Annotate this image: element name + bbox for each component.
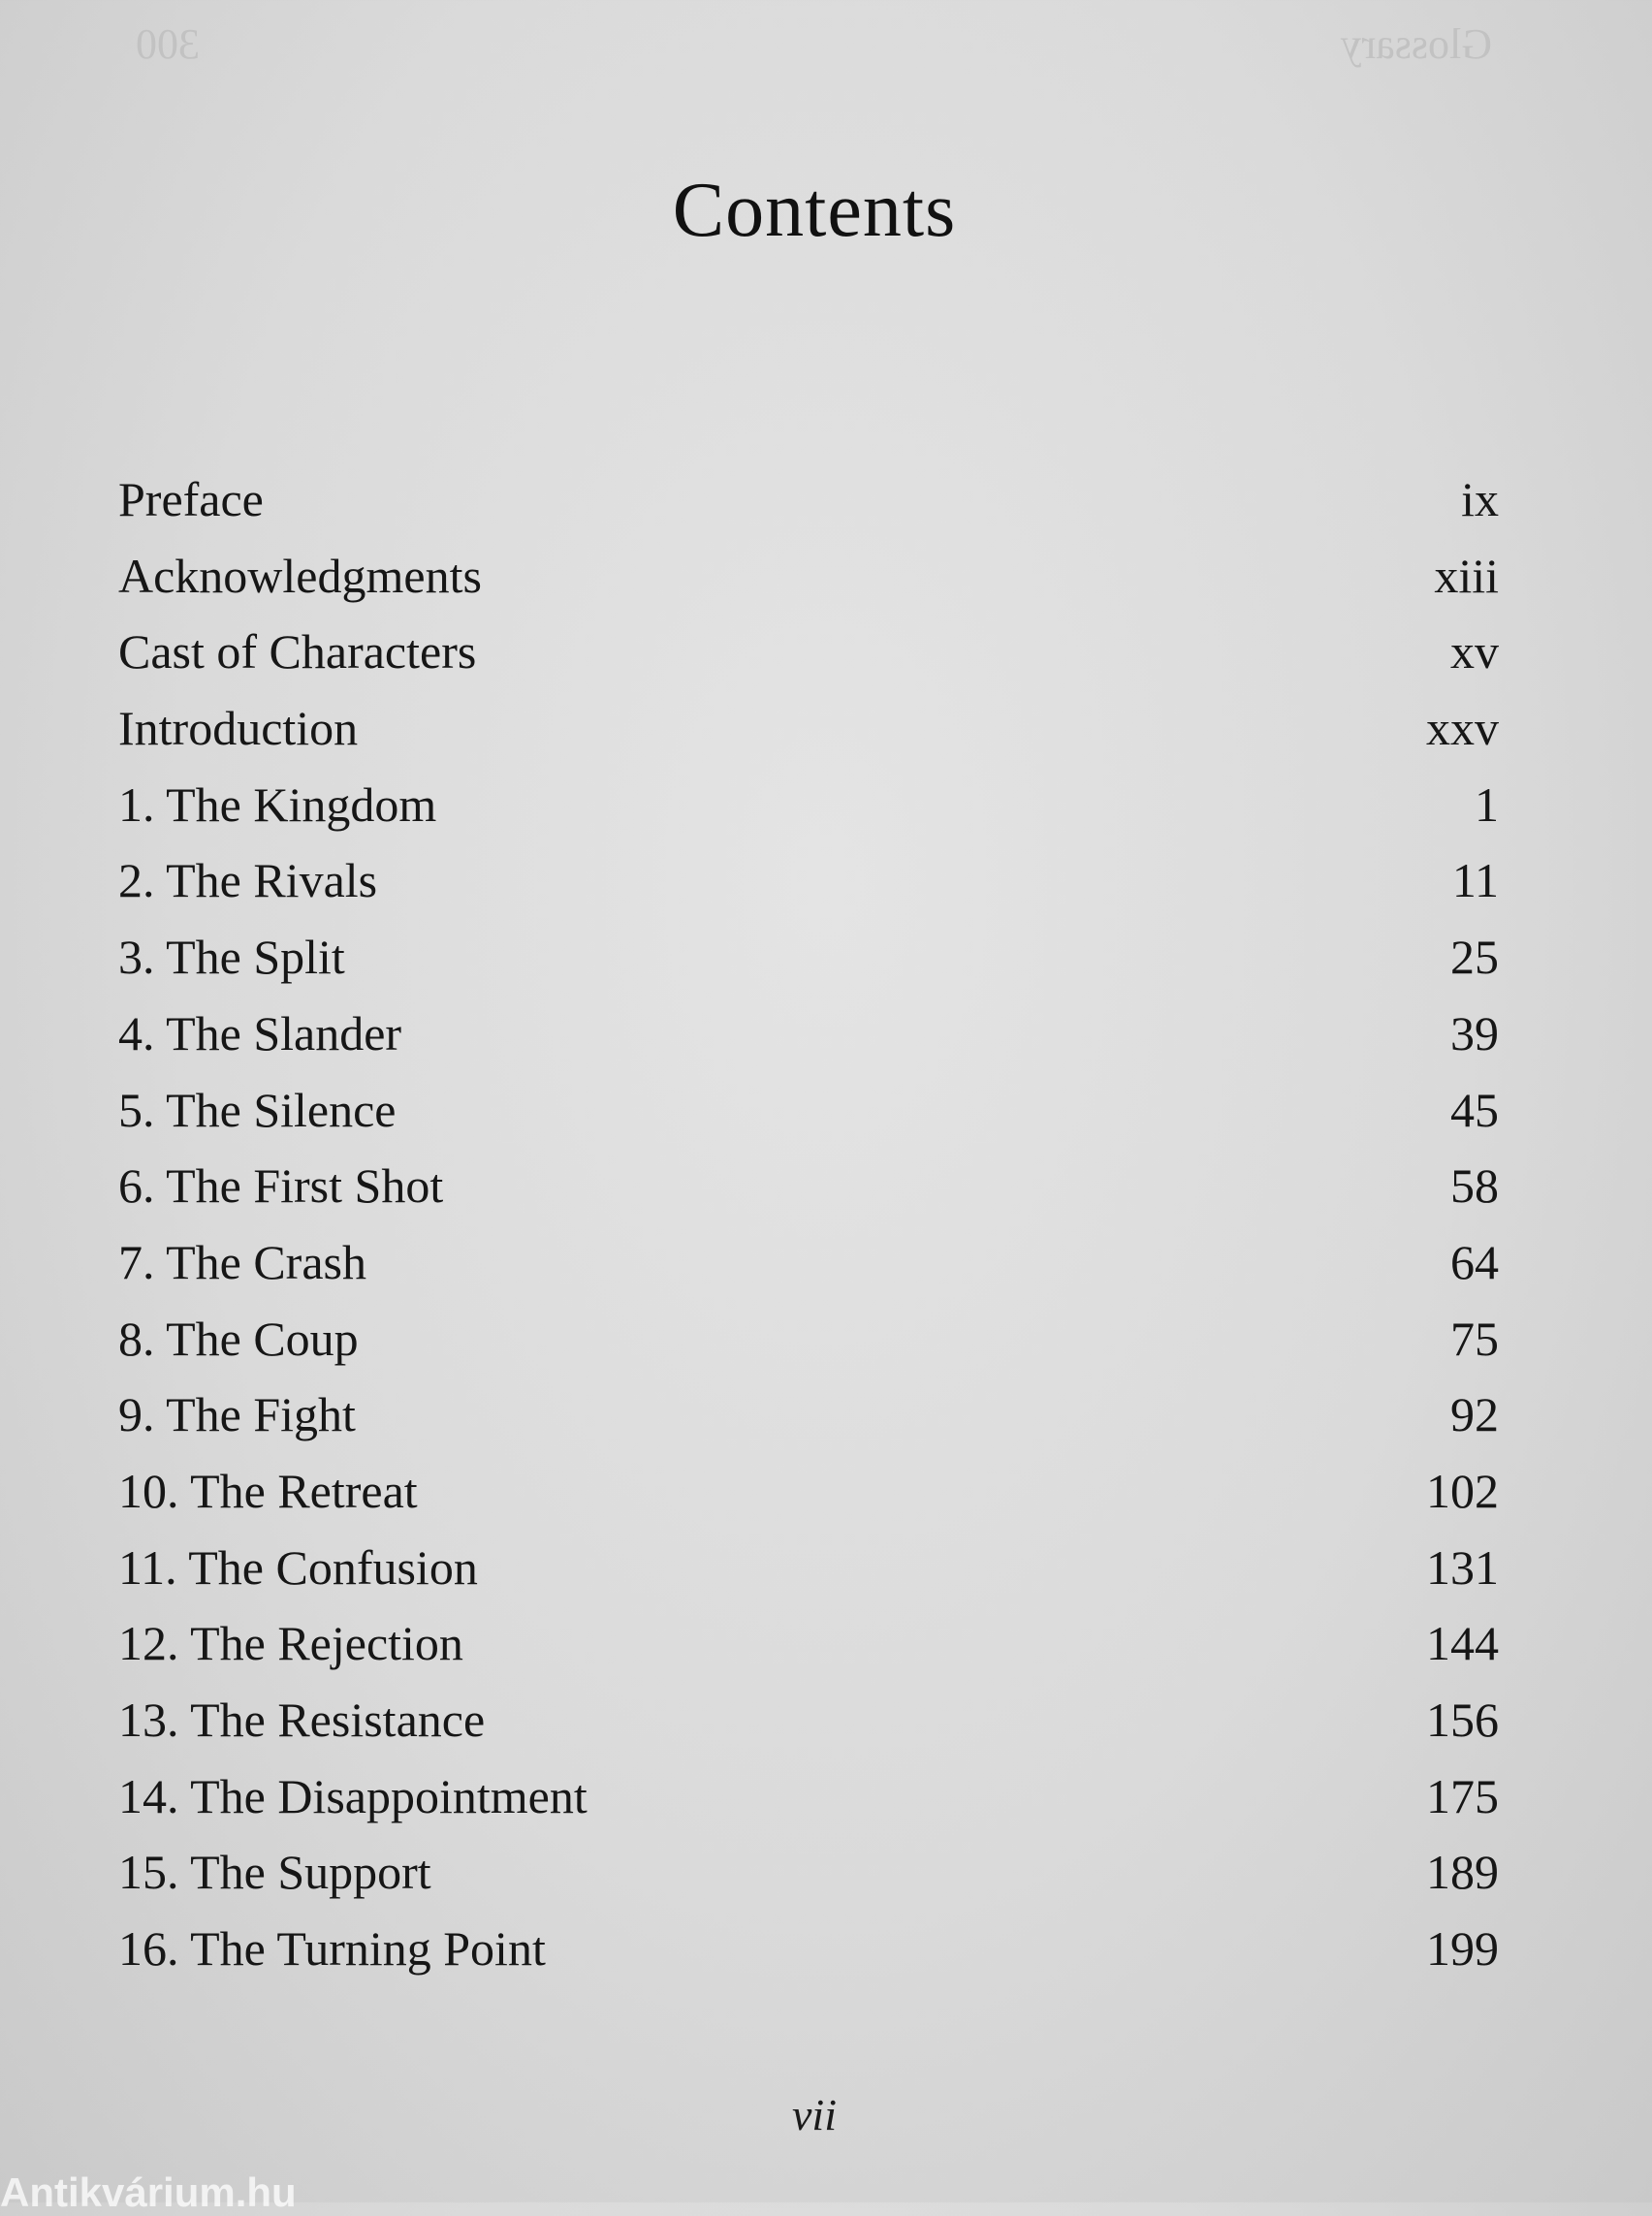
entry-title: 6. The First Shot	[118, 1158, 444, 1214]
entry-title: Introduction	[118, 701, 359, 756]
entry-page-number: 1	[1475, 776, 1499, 832]
entry-page-number: 64	[1450, 1234, 1499, 1289]
entry-title: 3. The Split	[118, 930, 345, 985]
entry-page-number: 75	[1450, 1311, 1499, 1366]
entry-page-number: 92	[1450, 1387, 1499, 1442]
toc-entry-chapter-13	[118, 1692, 1499, 1768]
entry-title: 10. The Retreat	[118, 1463, 418, 1518]
entry-title: 5. The Silence	[118, 1082, 397, 1137]
entry-title: 16. The Turning Point	[118, 1921, 546, 1977]
toc-entry-chapter-2	[118, 852, 1499, 929]
entry-title: 9. The Fight	[118, 1387, 356, 1442]
toc-entry-chapter-11	[118, 1539, 1499, 1616]
toc-entry-cast-of-characters	[118, 623, 1499, 700]
toc-entry-chapter-16	[118, 1920, 1499, 1997]
entry-page-number: 156	[1426, 1693, 1499, 1747]
entry-page-number: 25	[1450, 930, 1499, 985]
entry-title: Cast of Characters	[118, 624, 477, 680]
entry-title: 2. The Rivals	[118, 853, 378, 908]
entry-title: 4. The Slander	[118, 1005, 402, 1061]
toc-entry-chapter-1	[118, 776, 1499, 853]
entry-page-number: xxv	[1426, 701, 1499, 756]
entry-page-number: 45	[1450, 1082, 1499, 1137]
toc-entry-introduction	[118, 700, 1499, 776]
entry-title: 8. The Coup	[118, 1311, 359, 1366]
table-of-contents	[118, 471, 1499, 1997]
page-folio: vii	[792, 2090, 837, 2139]
entry-title: 14. The Disappointment	[118, 1768, 588, 1823]
entry-page-number: 144	[1426, 1616, 1499, 1671]
entry-title: 12. The Rejection	[118, 1616, 463, 1671]
bleed-through-header-right: Glossary	[1340, 20, 1492, 68]
page-title: Contents	[672, 168, 957, 253]
toc-entry-chapter-14	[118, 1768, 1499, 1845]
entry-page-number: 189	[1426, 1845, 1499, 1900]
toc-entry-chapter-8	[118, 1311, 1499, 1387]
entry-page-number: 199	[1426, 1921, 1499, 1977]
entry-page-number: ix	[1461, 472, 1499, 526]
toc-entry-chapter-3	[118, 929, 1499, 1005]
toc-entry-preface	[118, 471, 1499, 548]
toc-entry-chapter-15	[118, 1844, 1499, 1920]
entry-page-number: 39	[1450, 1005, 1499, 1061]
entry-title: 1. The Kingdom	[118, 776, 437, 832]
toc-entry-chapter-9	[118, 1386, 1499, 1463]
toc-entry-chapter-6	[118, 1157, 1499, 1234]
entry-title: 13. The Resistance	[118, 1693, 486, 1747]
toc-entry-chapter-7	[118, 1234, 1499, 1311]
entry-page-number: xv	[1450, 624, 1499, 680]
entry-page-number: 131	[1426, 1539, 1499, 1595]
toc-entry-chapter-4	[118, 1005, 1499, 1082]
entry-page-number: 102	[1426, 1463, 1499, 1518]
toc-entry-chapter-5	[118, 1082, 1499, 1158]
entry-title: Acknowledgments	[118, 548, 482, 603]
entry-title: 7. The Crash	[118, 1234, 366, 1289]
entry-page-number: xiii	[1434, 548, 1499, 603]
entry-title: Preface	[118, 472, 264, 526]
entry-page-number: 11	[1451, 853, 1499, 908]
entry-title: 11. The Confusion	[118, 1539, 478, 1595]
bleed-through-header-left: 300	[136, 20, 200, 68]
toc-entry-acknowledgments	[118, 548, 1499, 624]
entry-page-number: 175	[1426, 1768, 1499, 1823]
bleed-through-header	[136, 19, 1492, 69]
entry-title: 15. The Support	[118, 1845, 431, 1900]
toc-entry-chapter-12	[118, 1615, 1499, 1692]
entry-page-number: 58	[1450, 1158, 1499, 1214]
watermark: Antikvárium.hu	[0, 2169, 297, 2215]
toc-entry-chapter-10	[118, 1463, 1499, 1539]
